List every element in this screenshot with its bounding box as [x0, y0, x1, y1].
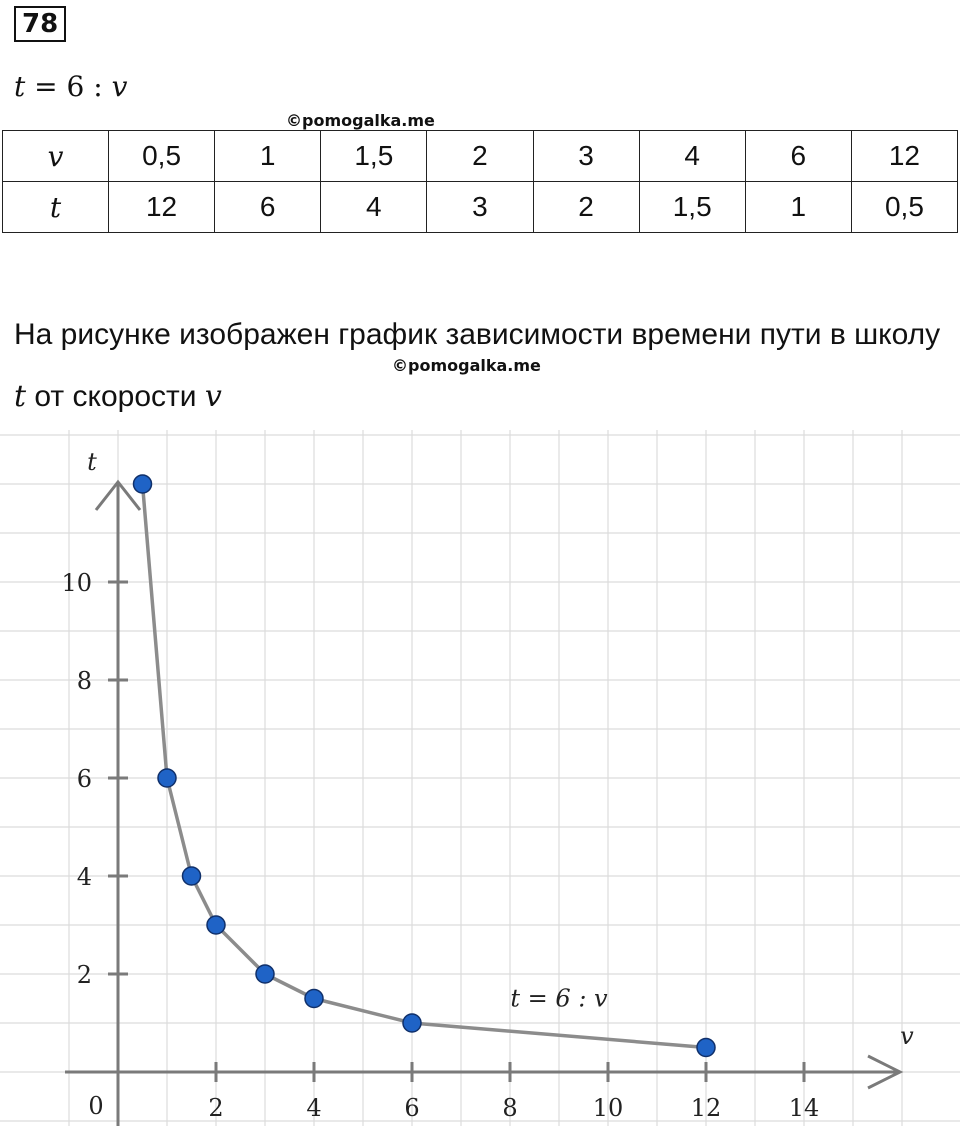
table-cell: 1,5 — [639, 182, 745, 233]
table-cell: 4 — [639, 131, 745, 182]
formula-mid: = 6 : — [25, 70, 112, 103]
table-cell: 4 — [321, 182, 427, 233]
formula-var-t: t — [14, 70, 26, 103]
table-cell: 12 — [109, 182, 215, 233]
table-cell: 1 — [215, 131, 321, 182]
y-tick-label: 4 — [76, 863, 92, 891]
x-tick-label: 12 — [690, 1094, 722, 1122]
description-var-v: v — [204, 379, 222, 414]
problem-number: 78 — [14, 6, 66, 42]
x-tick-label: 10 — [592, 1094, 624, 1122]
table-cell: 2 — [427, 131, 533, 182]
description-part1: На рисунке изображен график зависимости времени пути в школу — [14, 318, 941, 351]
description-part2: от скорости — [26, 380, 205, 413]
chart — [0, 430, 960, 1126]
x-tick-label: 4 — [306, 1094, 322, 1122]
data-point — [183, 867, 201, 885]
data-point — [158, 769, 176, 787]
origin-label: 0 — [88, 1092, 104, 1120]
y-axis-label: t — [87, 448, 97, 476]
x-tick-label: 2 — [208, 1094, 224, 1122]
table-cell: 6 — [215, 182, 321, 233]
series-line — [143, 484, 707, 1048]
x-axis-label: v — [900, 1022, 914, 1050]
data-point — [697, 1039, 715, 1057]
data-point — [134, 475, 152, 493]
formula — [14, 70, 127, 103]
y-tick-label: 6 — [76, 765, 92, 793]
y-tick-label: 2 — [76, 961, 92, 989]
table-head-t: t — [3, 182, 109, 233]
watermark: ©pomogalka.me — [392, 356, 541, 375]
table-cell: 12 — [851, 131, 957, 182]
watermark: ©pomogalka.me — [286, 111, 435, 130]
table-row-t — [3, 182, 958, 233]
curve-annotation: t = 6 : v — [510, 984, 608, 1013]
x-tick-label: 8 — [502, 1094, 518, 1122]
x-tick-label: 14 — [788, 1094, 820, 1122]
table-cell: 3 — [533, 131, 639, 182]
description-var-t: t — [14, 379, 27, 414]
table-cell: 6 — [745, 131, 851, 182]
table-cell: 0,5 — [109, 131, 215, 182]
y-tick-label: 10 — [61, 569, 92, 597]
table-cell: 2 — [533, 182, 639, 233]
values-table — [2, 130, 958, 233]
x-tick-label: 6 — [404, 1094, 420, 1122]
table-head-v: v — [3, 131, 109, 182]
data-point — [256, 965, 274, 983]
data-point — [403, 1014, 421, 1032]
data-point — [305, 990, 323, 1008]
table-cell: 0,5 — [851, 182, 957, 233]
formula-var-v: v — [111, 70, 128, 103]
y-tick-label: 8 — [76, 667, 92, 695]
data-point — [207, 916, 225, 934]
table-cell: 1 — [745, 182, 851, 233]
table-row-v — [3, 131, 958, 182]
table-cell: 1,5 — [321, 131, 427, 182]
table-cell: 3 — [427, 182, 533, 233]
